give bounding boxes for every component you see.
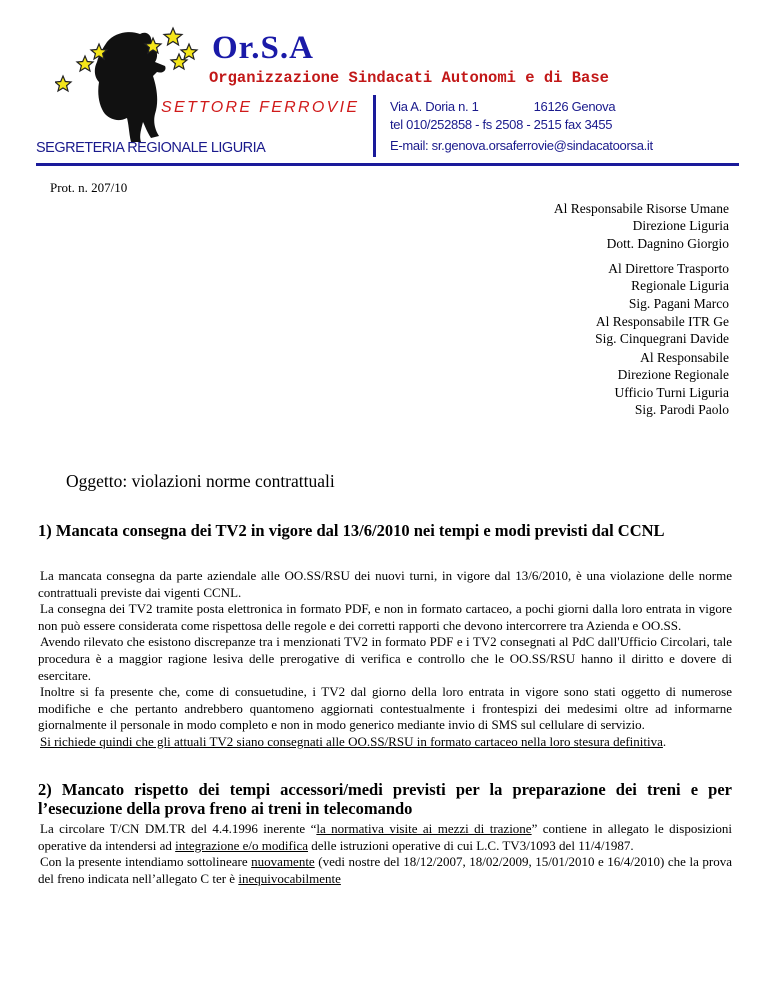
- recipient-line: Al Responsabile ITR Ge: [595, 314, 729, 329]
- contact-email: E-mail: sr.genova.orsaferrovie@sindacatoorsa.it: [390, 138, 653, 153]
- paragraph: [38, 854, 732, 887]
- paragraph-request: [38, 734, 732, 751]
- text-run-underlined: nuovamente: [251, 854, 315, 870]
- header-divider-vertical: [373, 95, 376, 157]
- org-full-name: Organizzazione Sindacati Autonomi e di Base: [209, 69, 609, 87]
- org-name: Or.S.A: [212, 30, 314, 66]
- request-text: Si richiede quindi che gli attuali TV2 siano consegnati alle OO.SS/RSU in formato cartaceo nella loro stesura definitiva: [40, 733, 663, 749]
- sector-label: SETTORE FERROVIE: [161, 99, 360, 116]
- recipient-line: Al Responsabile Risorse Umane: [553, 201, 729, 216]
- protocol-number: Prot. n. 207/10: [50, 180, 128, 195]
- recipient-line: Sig. Parodi Paolo: [634, 401, 729, 417]
- address-city: 16126 Genova: [533, 99, 616, 114]
- recipient-line: Al Direttore Trasporto: [608, 261, 729, 276]
- section-1-body: [38, 568, 732, 751]
- request-end: .: [662, 733, 667, 749]
- star-icon: [181, 44, 197, 59]
- star-icon: [55, 76, 71, 91]
- recipient-block: [409, 313, 729, 348]
- recipient-line: Sig. Pagani Marco: [628, 295, 729, 311]
- recipient-line: Regionale Liguria: [631, 278, 729, 294]
- recipient-block: [409, 349, 729, 418]
- paragraph: La consegna dei TV2 tramite posta elettronica in formato PDF, e non in formato cartaceo, a pochi giorni dalla loro entrata in vigore non può essere considerata come rispettosa delle regole e dei corretti rapporti che devono intercorrere tra Azienda e OO.SS.: [38, 601, 732, 633]
- text-run-underlined: integrazione e/o modifica: [175, 837, 309, 853]
- text-run: ” contiene in allegato le disposizioni operative da intendersi ad: [38, 821, 733, 853]
- text-run-underlined: la normativa visite ai mezzi di trazione: [316, 821, 532, 836]
- section-2-title: 2) Mancato rispetto dei tempi accessori/medi previsti per la preparazione dei treni e per l’esecuzione della prova freno ai treni in telecomando: [38, 780, 732, 818]
- star-icon: [164, 28, 182, 45]
- section-2-body: [38, 821, 732, 887]
- recipient-line: Direzione Regionale: [617, 367, 729, 383]
- recipient-line: Dott. Dagnino Giorgio: [606, 235, 729, 251]
- recipient-line: Al Responsabile: [640, 350, 729, 365]
- contact-address: [390, 99, 615, 114]
- text-run: (vedi nostre del 18/12/2007, 18/02/2009, 15/01/2010 e 16/4/2010) che la prova del freno indicata nell’allegato C ter è: [38, 854, 732, 886]
- contact-phone-fax: tel 010/252858 - fs 2508 - 2515 fax 3455: [390, 117, 613, 132]
- text-run: La circolare T/CN DM.TR del 4.4.1996 inerente “: [40, 821, 317, 836]
- section-1-title: 1) Mancata consegna dei TV2 in vigore dal 13/6/2010 nei tempi e modi previsti dal CCNL: [38, 521, 665, 540]
- paragraph: Inoltre si fa presente che, come di consuetudine, i TV2 dal giorno della loro entrata in vigore sono stati oggetto di numerose modifiche e che pertanto andrebbero quantomeno aggiornati contestualmente i frontespizi dei medesimi oltre ad informarne giornalmente il personale in modo completo e non in modo generico mediante invio di SMS sul cellulare di servizio.: [38, 684, 732, 733]
- recipient-block: [409, 200, 729, 252]
- text-run: delle istruzioni operative di cui L.C. TV3/1093 del 11/4/1987.: [308, 837, 634, 853]
- recipient-block: [409, 260, 729, 312]
- office-label: SEGRETERIA REGIONALE LIGURIA: [36, 140, 266, 156]
- text-run-underlined: inequivocabilmente: [238, 870, 341, 886]
- address-street: Via A. Doria n. 1: [390, 99, 479, 114]
- recipient-line: Sig. Cinquegrani Davide: [595, 331, 729, 347]
- paragraph: Avendo rilevato che esistono discrepanze tra i menzionati TV2 in formato PDF e i TV2 consegnati al PdC dall'Ufficio Circolari, tale procedura è a maggior ragione lesiva delle prerogative di verifica e controllo che le OO.SS/RSU hanno il diritto e dovere di esercitare.: [38, 634, 732, 683]
- header-divider-horizontal: [36, 163, 739, 166]
- star-icon: [77, 56, 93, 71]
- paragraph: La mancata consegna da parte aziendale alle OO.SS/RSU dei nuovi turni, in vigore dal 13/6/2010, è una violazione delle norme contrattuali previste dai vigenti CCNL.: [38, 568, 732, 600]
- orsa-bear-logo: [55, 22, 215, 147]
- recipient-line: Direzione Liguria: [632, 218, 729, 234]
- text-run: Con la presente intendiamo sottolineare: [40, 854, 252, 870]
- paragraph: [38, 821, 732, 854]
- letter-subject: Oggetto: violazioni norme contrattuali: [66, 471, 335, 491]
- recipient-line: Ufficio Turni Liguria: [614, 384, 729, 400]
